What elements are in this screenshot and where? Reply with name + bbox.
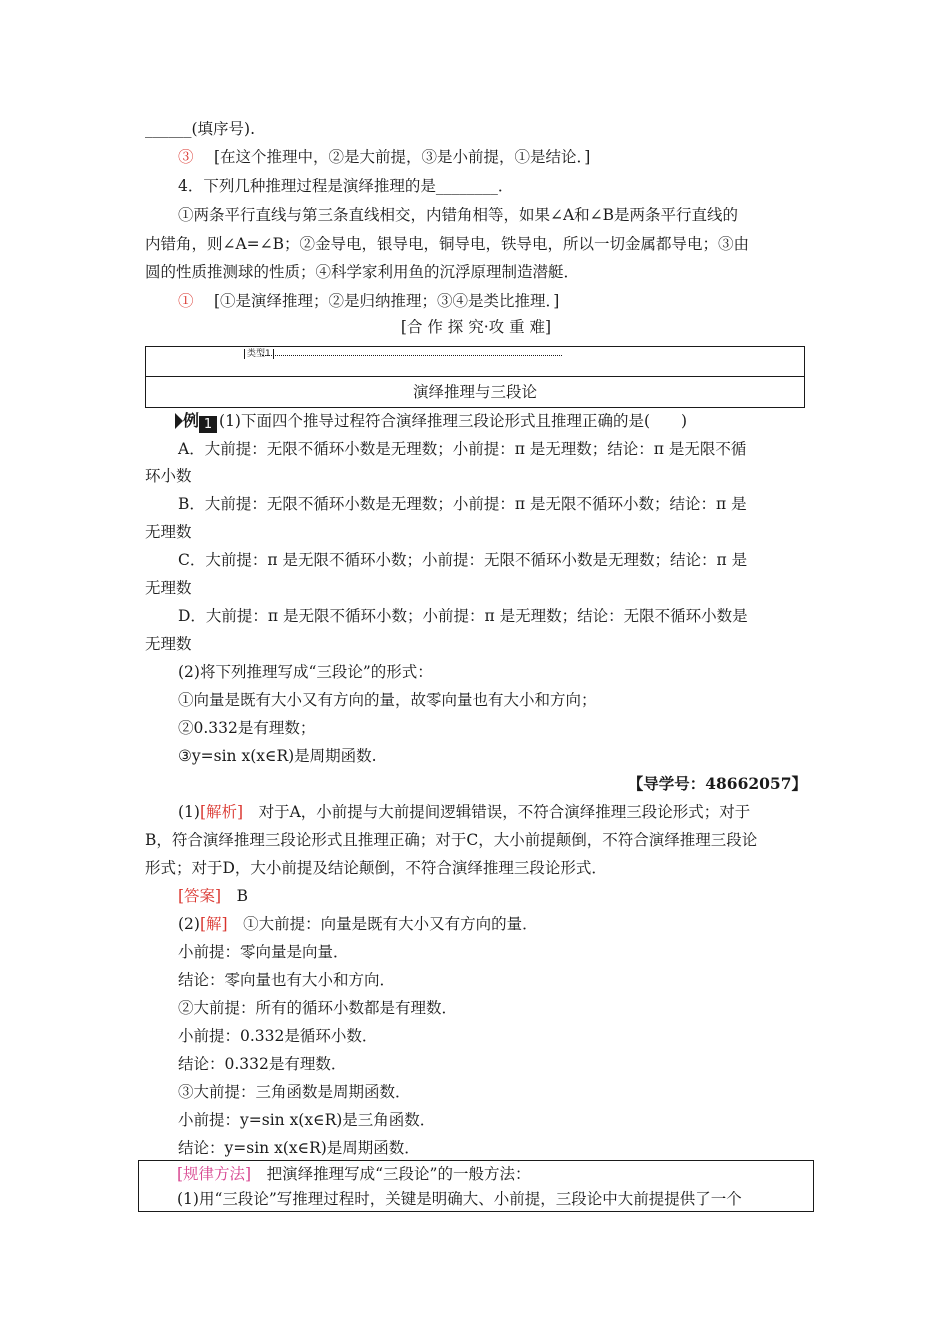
- solution-line: [178, 913, 538, 935]
- answer-mark: ③: [178, 148, 194, 166]
- text-line: 环小数: [145, 467, 192, 485]
- type-title: 演绎推理与三段论: [412, 383, 537, 401]
- text-line: ③大前提：三角函数是周期函数．: [178, 1083, 411, 1101]
- method-line: [177, 1163, 530, 1185]
- question-4: 4．下列几种推理过程是演绎推理的是________．: [178, 177, 514, 195]
- part-label: (1): [178, 803, 200, 821]
- part-2: (2)将下列推理写成“三段论”的形式：: [178, 663, 433, 681]
- text-line: ③y=sin x(x∈R)是周期函数.: [178, 747, 377, 765]
- analysis-tag: [解析]: [199, 803, 244, 821]
- method-tag: [规律方法]: [177, 1165, 252, 1183]
- text-line: ①向量是既有大小又有方向的量，故零向量也有大小和方向；: [178, 691, 597, 709]
- text-line: B，符合演绎推理三段论形式且推理正确；对于C，大小前提颠倒，不符合演绎推理三段论: [145, 831, 758, 849]
- text-line: 内错角，则∠A=∠B；②金导电，银导电，铜导电，铁导电，所以一切金属都导电；③由: [145, 235, 750, 253]
- text-line: ①两条平行直线与第三条直线相交，内错角相等，如果∠A和∠B是两条平行直线的: [178, 206, 739, 224]
- analysis-text: 对于A，小前提与大前提间逻辑错误，不符合演绎推理三段论形式；对于: [258, 803, 751, 821]
- solution-text: ①大前提：向量是既有大小又有方向的量．: [243, 915, 538, 933]
- answer-mark: ①: [178, 292, 194, 310]
- answer-line: [178, 146, 590, 168]
- text-line: 小前提：y=sin x(x∈R)是三角函数．: [178, 1111, 436, 1129]
- analysis-line: [178, 801, 750, 823]
- text-line: 小前提：零向量是向量．: [178, 943, 349, 961]
- text-line: ______(填序号).: [145, 120, 256, 138]
- method-box: [138, 1160, 814, 1212]
- example-line: [175, 410, 687, 433]
- type-tag: 类型1: [244, 349, 274, 359]
- part-label: (2): [178, 915, 200, 933]
- text-line: ②大前提：所有的循环小数都是有理数．: [178, 999, 458, 1017]
- text-line: 结论：y=sin x(x∈R)是周期函数．: [178, 1139, 420, 1157]
- example-number: 1: [199, 416, 217, 433]
- answer-tag: [答案]: [178, 887, 222, 905]
- answer-line: [178, 290, 559, 312]
- text-line: 无理数: [145, 579, 192, 597]
- text-line: 形式；对于D，大小前提及结论颠倒，不符合演绎推理三段论形式．: [145, 859, 607, 877]
- explanation: [在这个推理中，②是大前提，③是小前提，①是结论．]: [213, 148, 591, 166]
- text-line: 结论：0.332是有理数．: [178, 1055, 347, 1073]
- method-text: 把演绎推理写成“三段论”的一般方法：: [266, 1165, 531, 1183]
- text-line: 无理数: [145, 635, 192, 653]
- guide-number: 【导学号：48662057】: [627, 774, 807, 793]
- text-line: ②0.332是有理数；: [178, 719, 316, 737]
- text-line: 无理数: [145, 523, 192, 541]
- option-d: D．大前提：π 是无限不循环小数；小前提：π 是无理数；结论：无限不循环小数是: [178, 607, 748, 625]
- box-divider: [146, 376, 804, 377]
- answer-value: B: [236, 887, 249, 905]
- option-c: C．大前提：π 是无限不循环小数；小前提：无限不循环小数是无理数；结论：π 是: [178, 551, 748, 569]
- dotted-rule: [262, 355, 562, 356]
- option-b: B．大前提：无限不循环小数是无理数；小前提：π 是无限不循环小数；结论：π 是: [178, 495, 747, 513]
- text-line: 结论：零向量也有大小和方向．: [178, 971, 396, 989]
- answer-line: [178, 885, 248, 907]
- example-question: (1)下面四个推导过程符合演绎推理三段论形式且推理正确的是( ): [219, 412, 688, 430]
- text-line: 圆的性质推测球的性质；④科学家利用鱼的沉浮原理制造潜艇．: [145, 263, 580, 281]
- triangle-icon: [175, 413, 183, 429]
- section-heading: [合 作 探 究·攻 重 难]: [400, 318, 552, 336]
- explanation: [①是演绎推理；②是归纳推理；③④是类比推理．]: [213, 292, 560, 310]
- solution-tag: [解]: [199, 915, 228, 933]
- text-line: (1)用“三段论”写推理过程时，关键是明确大、小前提，三段论中大前提提供了一个: [177, 1190, 742, 1208]
- option-a: A．大前提：无限不循环小数是无理数；小前提：π 是无理数；结论：π 是无限不循: [178, 440, 747, 458]
- text-line: 小前提：0.332是循环小数．: [178, 1027, 378, 1045]
- example-label: 例: [183, 411, 200, 430]
